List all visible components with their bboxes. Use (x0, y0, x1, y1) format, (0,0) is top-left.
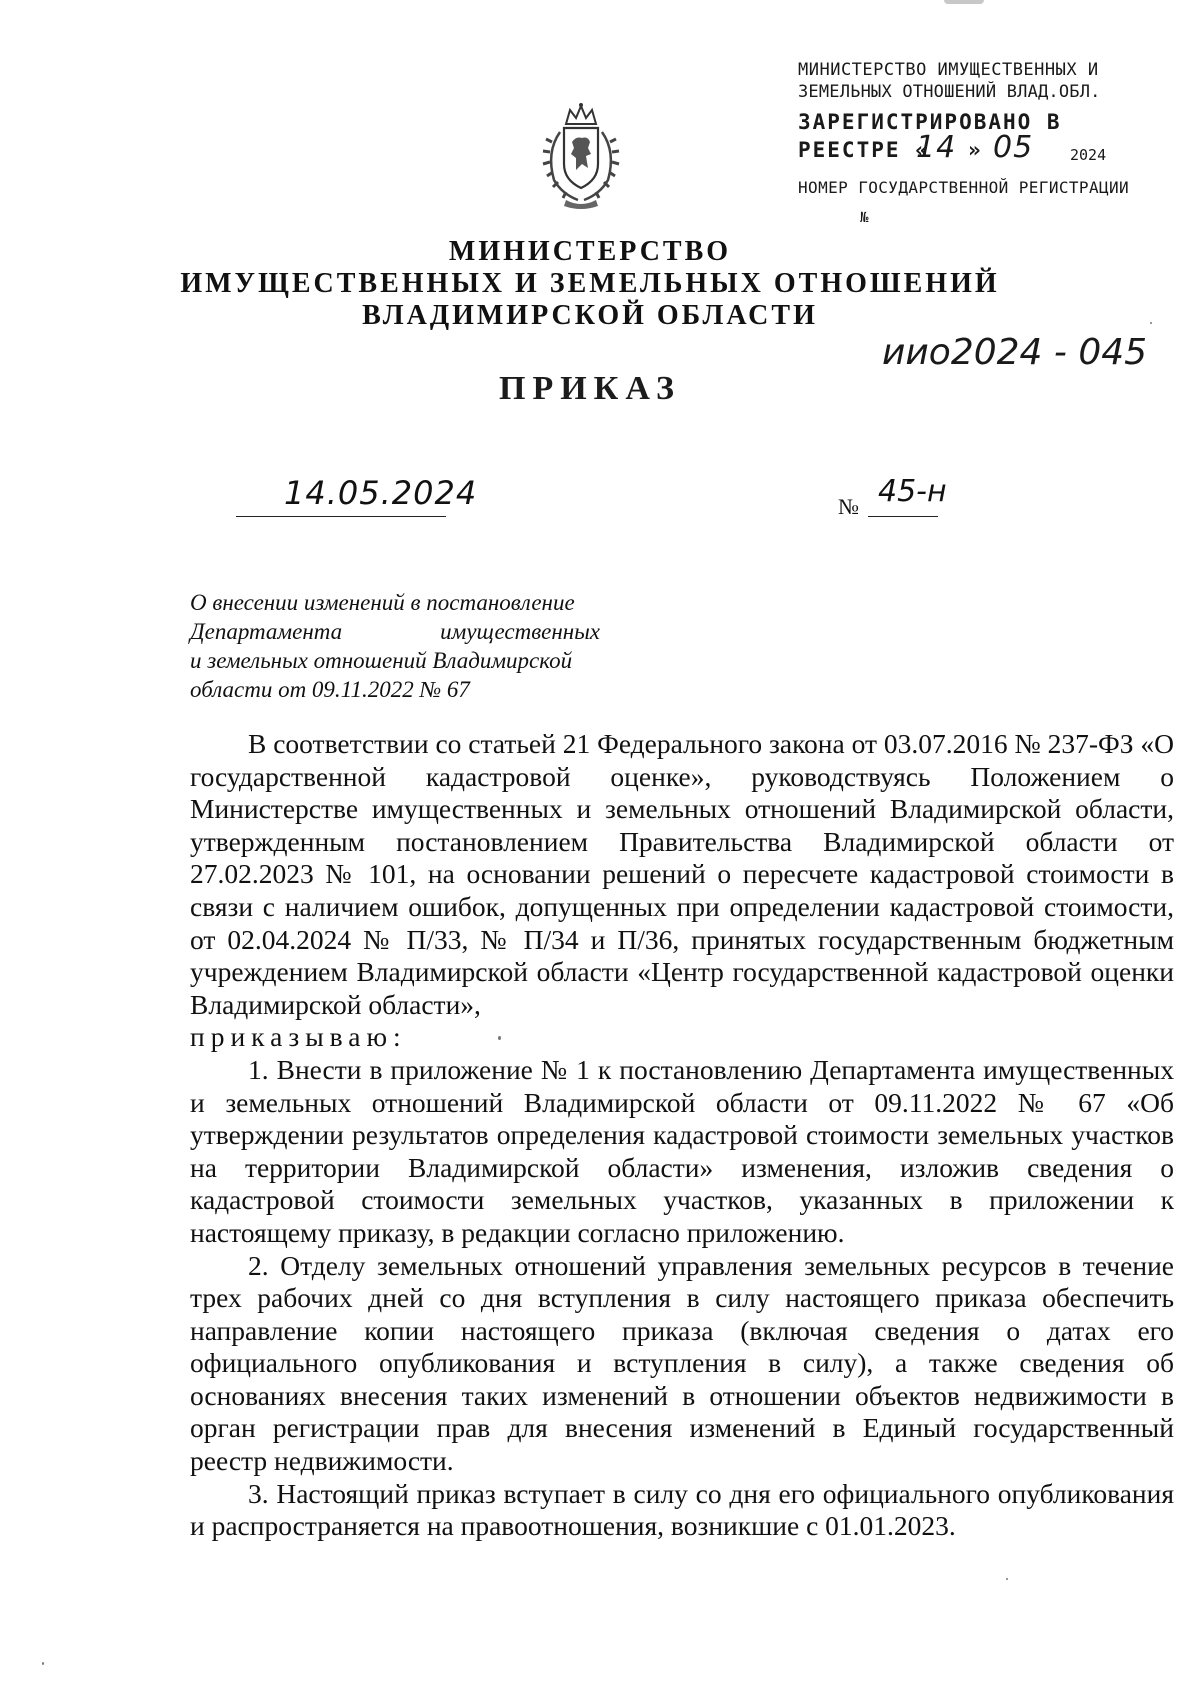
stamp-line-ministry: МИНИСТЕРСТВО ИМУЩЕСТВЕННЫХ И (798, 60, 1099, 80)
order-body (190, 728, 1174, 1543)
scan-edge-mark (944, 0, 984, 4)
ministry-name-line2: ИМУЩЕСТВЕННЫХ И ЗЕМЕЛЬНЫХ ОТНОШЕНИЙ (180, 268, 1000, 299)
order-date-handwritten: 14.05.2024 (284, 474, 478, 512)
stamp-number-sign: № (860, 210, 869, 226)
stamp-line-reg-number-label: НОМЕР ГОСУДАРСТВЕННОЙ РЕГИСТРАЦИИ (798, 178, 1130, 197)
stamp-registry-prefix: РЕЕСТРЕ « (798, 138, 930, 162)
order-item-1: 1. Внести в приложение № 1 к постановлению Департамента имущественных и земельных отношений Владимирской области от 09.11.2022 № 67 «Об утверждении результатов определения кадастровой стоимости земельных участков на территории Владимирской области» изменения, изложив сведения о кадастровой стоимости земельных участков, указанных в приложении к настоящему приказу, в редакции согласно приложению. (190, 1053, 1174, 1248)
stamp-registry-month: 05 (993, 130, 1034, 165)
stamp-reg-number-handwritten: иио2024 - 045 (882, 332, 1148, 373)
stamp-registry-sep: » (968, 138, 983, 162)
subject-line: и земельных отношений Владимирской (190, 648, 573, 673)
directive-word (190, 1021, 1174, 1054)
ministry-name-line1: МИНИСТЕРСТВО (448, 236, 732, 267)
stamp-registry-year: 2024 (1070, 146, 1107, 164)
stamp-line-ministry-cont: ЗЕМЕЛЬНЫХ ОТНОШЕНИЙ ВЛАД.ОБЛ. (798, 82, 1101, 102)
order-number-sign: № (838, 494, 859, 519)
ministry-name-line3: ВЛАДИМИРСКОЙ ОБЛАСТИ (362, 300, 818, 331)
scan-speck (42, 1662, 44, 1665)
subject-line: области от 09.11.2022 № 67 (190, 677, 470, 702)
order-item-2: 2. Отделу земельных отношений управления земельных ресурсов в течение трех рабочих дней со дня вступления в силу настоящего приказа обеспечить направление копии настоящего приказа (включая сведения о датах его официального опубликования и вступления в силу), а также сведения об основаниях внесения таких изменений в отношении объектов недвижимости в орган регистрации прав для внесения изменений в Единый государственный реестр недвижимости. (190, 1249, 1174, 1477)
subject-line: Департамента имущественных (190, 619, 600, 644)
order-date-underline (236, 516, 446, 517)
scan-speck (1150, 322, 1152, 324)
directive-text: приказываю: (190, 1021, 407, 1053)
coat-of-arms-icon (536, 102, 626, 212)
stamp-registry-day: 14 (916, 130, 957, 165)
scan-speck (498, 1036, 501, 1040)
order-number-handwritten: 45-н (878, 474, 947, 509)
preamble-paragraph: В соответствии со статьей 21 Федерального закона от 03.07.2016 № 237-ФЗ «О государственной кадастровой оценке», руководствуясь Положением о Министерстве имущественных и земельных отношений Владимирской области, утвержденным постановлением Правительства Владимирской области от 27.02.2023 № 101, на основании решений о пересчете кадастровой стоимости в связи с наличием ошибок, допущенных при определении кадастровой стоимости, от 02.04.2024 № П/33, № П/34 и П/36, принятых государственным бюджетным учреждением Владимирской области «Центр государственной кадастровой оценки Владимирской области», (190, 728, 1175, 1020)
subject-line: О внесении изменений в постановление (190, 590, 575, 615)
stamp-line-registry-date (798, 130, 1107, 165)
order-number-underline (868, 516, 938, 517)
document-type-title: ПРИКАЗ (499, 370, 681, 407)
order-item-3: 3. Настоящий приказ вступает в силу со дня его официального опубликования и распространяется на правоотношения, возникшие с 01.01.2023. (190, 1477, 1174, 1542)
order-subject (190, 588, 600, 704)
scan-speck (1006, 1578, 1008, 1580)
stamp-line-registered: ЗАРЕГИСТРИРОВАНО В (798, 110, 1062, 134)
